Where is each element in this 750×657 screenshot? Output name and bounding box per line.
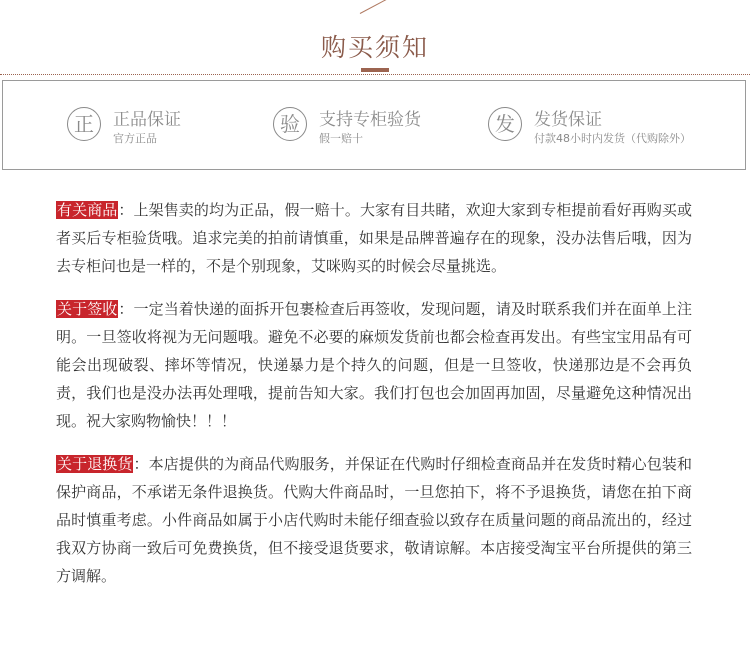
section-body: 本店提供的为商品代购服务，并保证在代购时仔细检查商品并在发货时精心包装和保护商品，不承诺无条件退换货。代购大件商品时，一旦您拍下，将不予退换货，请您在拍下商品时慎重考虑。小件商品如属于小店代购时未能仔细查验以致存在质量问题的商品流出的，经过我双方协商一致后可免费换货，但不接受退货要求，敬请谅解。本店接受淘宝平台所提供的第三方调解。	[56, 455, 692, 585]
section-body: 上架售卖的均为正品，假一赔十。大家有目共睹，欢迎大家到专柜提前看好再购买或者买后专柜验货哦。追求完美的拍前请慎重，如果是品牌普遍存在的现象，没办法售后哦，因为去专柜问也是一样的，不是个别现象，艾咪购买的时候会尽量挑选。	[56, 201, 692, 275]
title-decoration-stroke	[360, 0, 389, 14]
authentic-icon: 正	[67, 107, 101, 141]
section-label: 有关商品	[57, 201, 118, 219]
guarantee-title: 发货保证	[534, 110, 602, 130]
section-about-returns	[56, 450, 692, 590]
shipping-icon: 发	[488, 107, 522, 141]
section-about-products	[56, 196, 692, 280]
guarantee-subtitle: 付款48小时内发货（代购除外）	[534, 132, 691, 145]
section-label: 关于签收	[57, 300, 118, 318]
guarantee-title: 支持专柜验货	[319, 110, 421, 130]
section-label: 关于退换货	[57, 455, 133, 473]
title-underline	[361, 68, 389, 72]
header-dotted-divider	[0, 74, 750, 75]
guarantee-title: 正品保证	[113, 110, 181, 130]
section-separator: ：	[133, 455, 149, 473]
header	[0, 0, 750, 80]
section-about-signing	[56, 295, 692, 435]
guarantee-box	[2, 80, 746, 170]
verify-icon: 验	[273, 107, 307, 141]
page-title: 购买须知	[320, 33, 429, 62]
section-separator: ：	[118, 300, 134, 318]
notice-sections	[56, 196, 692, 596]
guarantee-subtitle: 假一赔十	[319, 132, 363, 145]
guarantee-subtitle: 官方正品	[113, 132, 157, 145]
section-separator: ：	[118, 201, 134, 219]
section-body: 一定当着快递的面拆开包裹检查后再签收，发现问题，请及时联系我们并在面单上注明。一旦签收将视为无问题哦。避免不必要的麻烦发货前也都会检查再发出。有些宝宝用品有可能会出现破裂、摔坏等情况，快递暴力是个持久的问题，但是一旦签收，快递那边是不会再负责，我们也是没办法再处理哦，提前告知大家。我们打包也会加固再加固，尽量避免这种情况出现。祝大家购物愉快！！！	[56, 300, 692, 430]
